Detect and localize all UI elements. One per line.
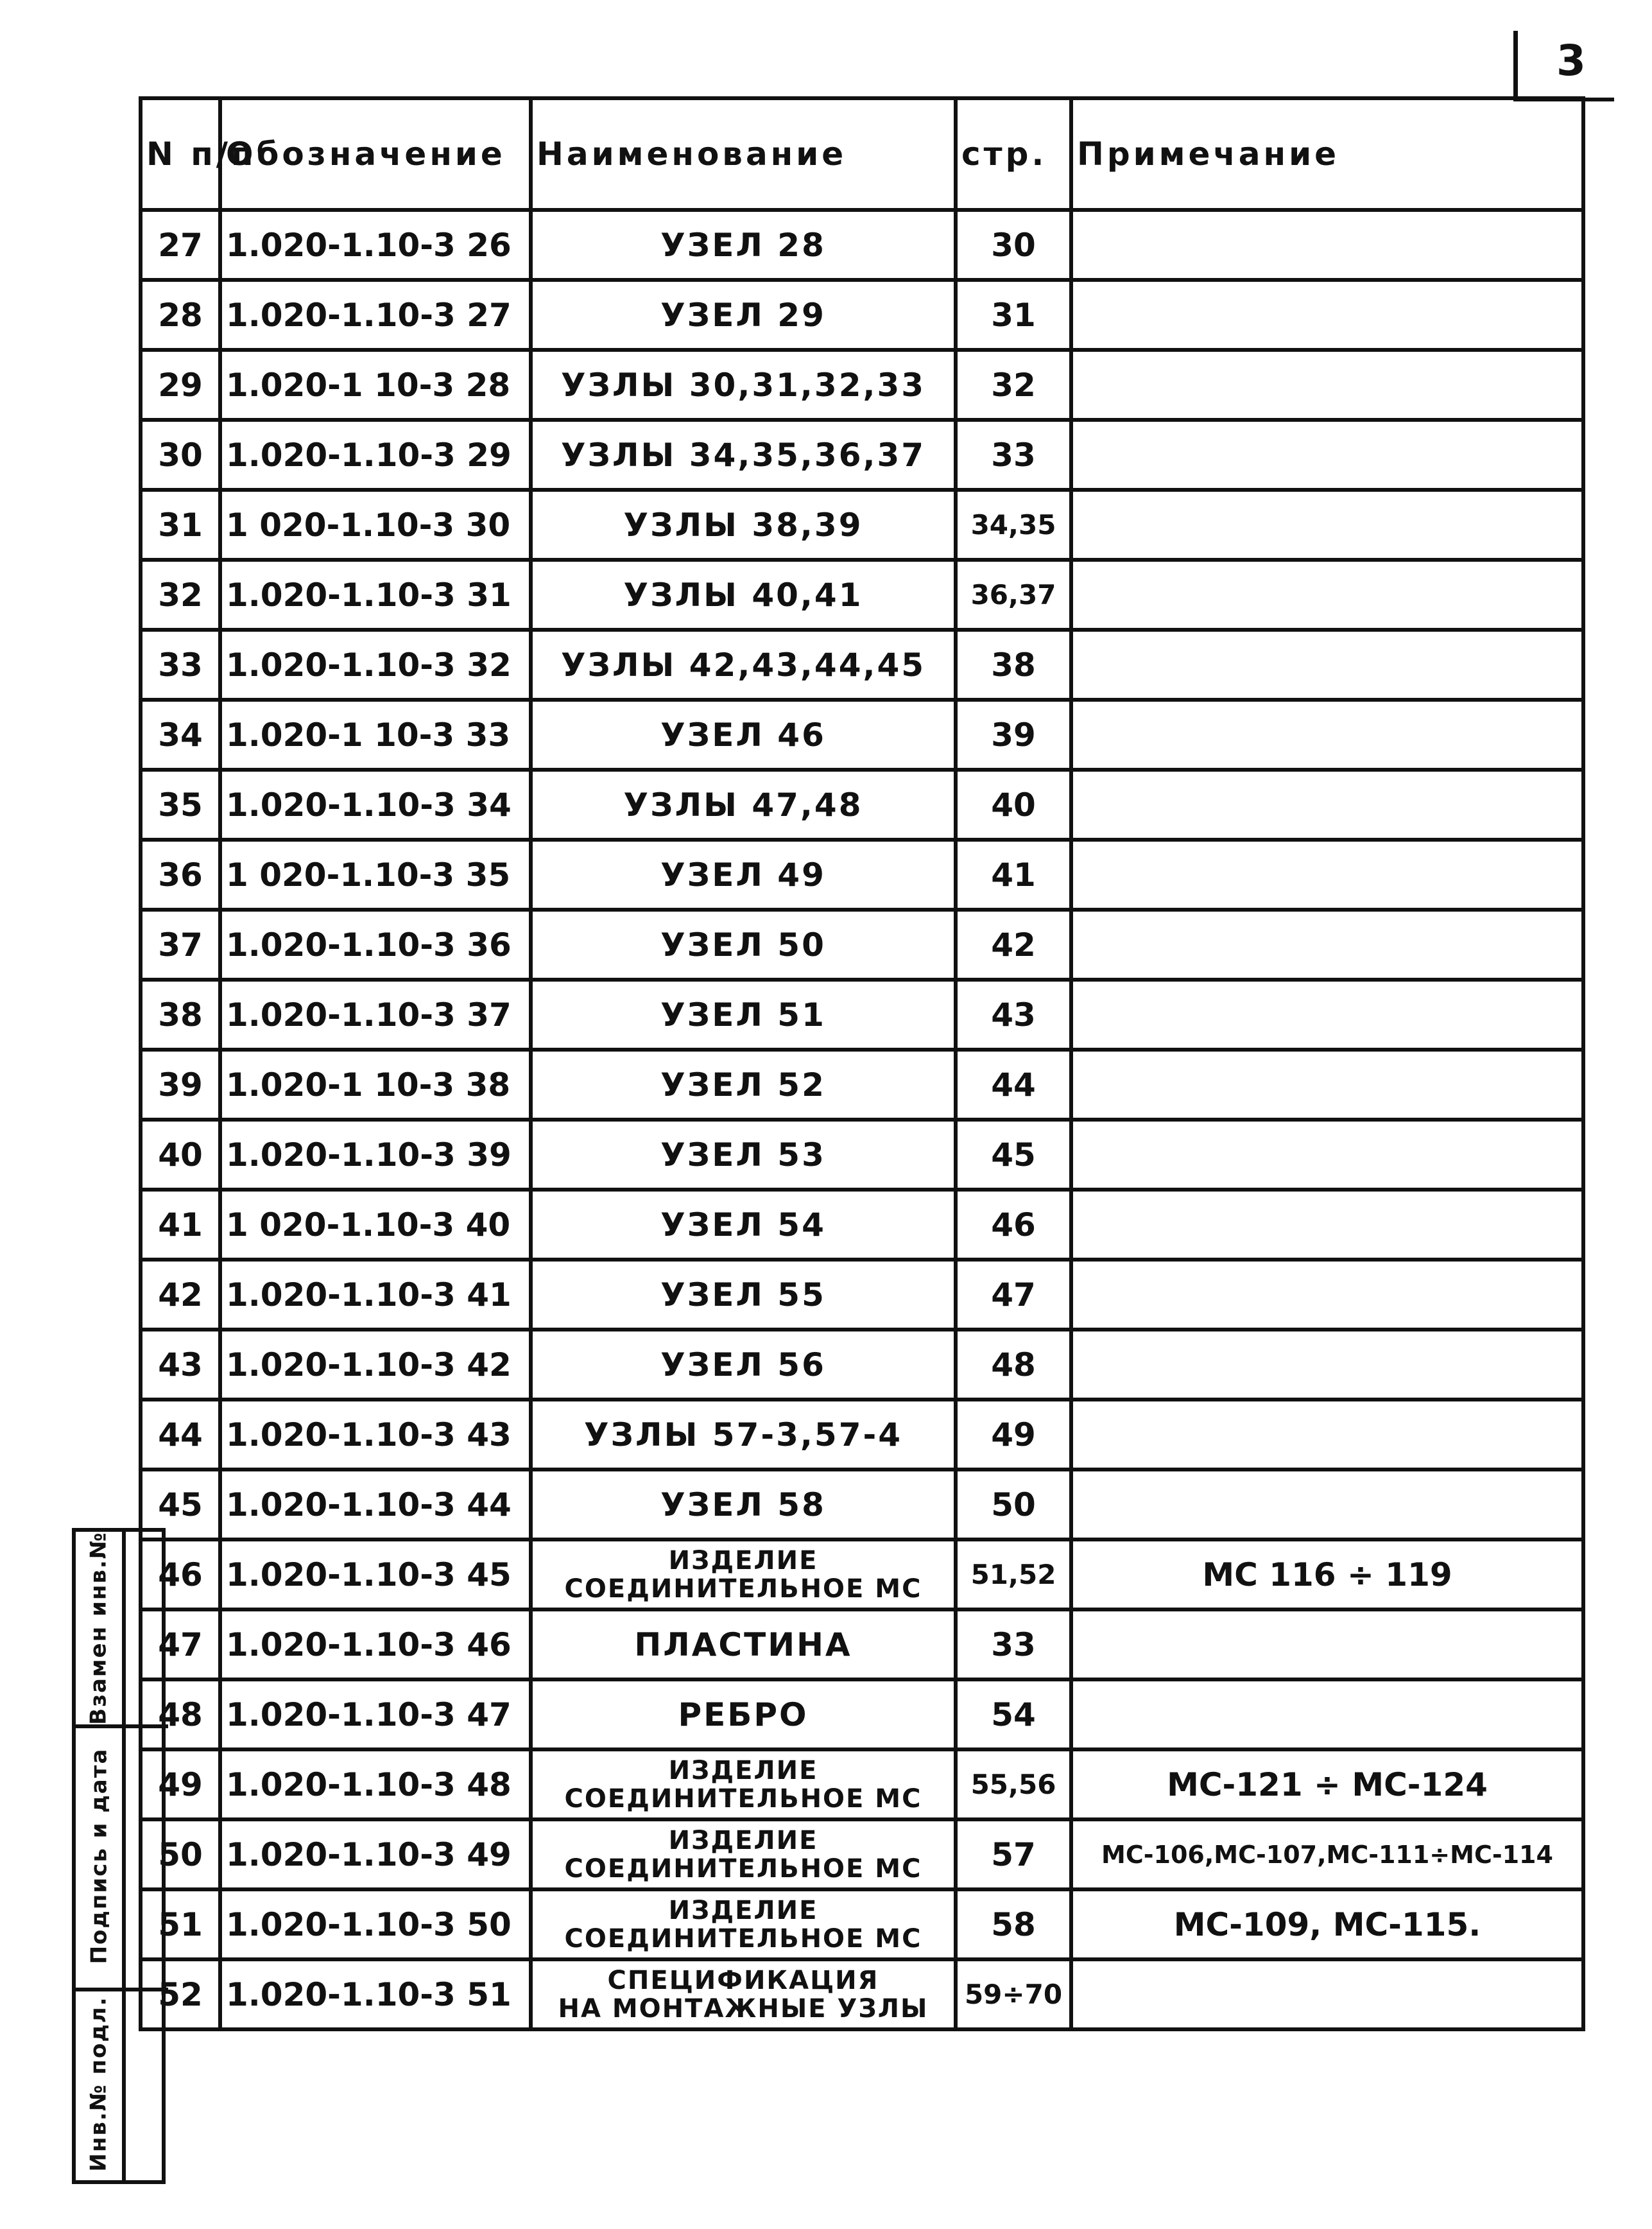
row-page: 42: [956, 910, 1071, 980]
row-number: 35: [141, 770, 220, 840]
table-row: [141, 770, 1583, 840]
table-row: [141, 1190, 1583, 1260]
row-title: УЗЛЫ 34,35,36,37: [531, 420, 956, 490]
row-note: [1071, 980, 1583, 1050]
row-note: [1071, 350, 1583, 420]
row-page: 33: [956, 420, 1071, 490]
row-note: [1071, 1330, 1583, 1400]
row-number: 46: [141, 1539, 220, 1609]
row-designation: 1 020-1.10-3 35: [220, 840, 531, 910]
row-title: УЗЕЛ 52: [531, 1050, 956, 1120]
table-header-row: [141, 98, 1583, 210]
row-page: 41: [956, 840, 1071, 910]
row-title: УЗЛЫ 47,48: [531, 770, 956, 840]
row-title: УЗЕЛ 29: [531, 280, 956, 350]
row-number: 45: [141, 1470, 220, 1539]
table-row: [141, 1609, 1583, 1679]
page-number-box: [1513, 31, 1614, 101]
row-designation: 1.020-1.10-3 45: [220, 1539, 531, 1609]
row-designation: 1.020-1.10-3 32: [220, 630, 531, 700]
row-title: УЗЛЫ 40,41: [531, 560, 956, 630]
row-note: [1071, 700, 1583, 770]
row-title: УЗЕЛ 53: [531, 1120, 956, 1190]
row-number: 27: [141, 210, 220, 280]
row-designation: 1.020-1 10-3 28: [220, 350, 531, 420]
table-row: [141, 210, 1583, 280]
row-note: [1071, 910, 1583, 980]
row-designation: 1.020-1.10-3 49: [220, 1819, 531, 1889]
row-note: [1071, 1120, 1583, 1190]
table-row: [141, 1539, 1583, 1609]
row-page: 36,37: [956, 560, 1071, 630]
row-number: 43: [141, 1330, 220, 1400]
row-note: [1071, 490, 1583, 560]
table-row: [141, 1330, 1583, 1400]
row-number: 42: [141, 1260, 220, 1330]
row-page: 44: [956, 1050, 1071, 1120]
table-row: [141, 1819, 1583, 1889]
table-row: [141, 350, 1583, 420]
table-row: [141, 420, 1583, 490]
table-row: [141, 490, 1583, 560]
row-page: 38: [956, 630, 1071, 700]
row-note: [1071, 420, 1583, 490]
row-number: 36: [141, 840, 220, 910]
row-designation: 1.020-1.10-3 47: [220, 1679, 531, 1749]
row-number: 47: [141, 1609, 220, 1679]
table-row: [141, 1749, 1583, 1819]
row-page: 50: [956, 1470, 1071, 1539]
header-num: N п/п: [141, 98, 220, 210]
row-number: 50: [141, 1819, 220, 1889]
row-page: 34,35: [956, 490, 1071, 560]
row-title: УЗЕЛ 56: [531, 1330, 956, 1400]
row-page: 39: [956, 700, 1071, 770]
table-row: [141, 1260, 1583, 1330]
row-title: УЗЕЛ 51: [531, 980, 956, 1050]
row-note: [1071, 1959, 1583, 2029]
row-number: 52: [141, 1959, 220, 2029]
row-number: 48: [141, 1679, 220, 1749]
row-designation: 1.020-1.10-3 48: [220, 1749, 531, 1819]
row-title: УЗЕЛ 54: [531, 1190, 956, 1260]
row-title: ПЛАСТИНА: [531, 1609, 956, 1679]
side-stamp-blank-column: [118, 1528, 166, 2184]
table-row: [141, 280, 1583, 350]
table-row: [141, 840, 1583, 910]
row-note: МС-109, МС-115.: [1071, 1889, 1583, 1959]
row-page: 31: [956, 280, 1071, 350]
row-number: 39: [141, 1050, 220, 1120]
row-number: 30: [141, 420, 220, 490]
row-note: [1071, 840, 1583, 910]
row-page: 57: [956, 1819, 1071, 1889]
row-designation: 1.020-1.10-3 43: [220, 1400, 531, 1470]
table-row: [141, 560, 1583, 630]
row-title: УЗЛЫ 57-3,57-4: [531, 1400, 956, 1470]
row-designation: 1.020-1.10-3 50: [220, 1889, 531, 1959]
row-number: 31: [141, 490, 220, 560]
row-note: [1071, 1470, 1583, 1539]
row-number: 32: [141, 560, 220, 630]
row-page: 46: [956, 1190, 1071, 1260]
row-note: [1071, 1050, 1583, 1120]
document-register-table: [139, 96, 1585, 2031]
row-note: [1071, 1400, 1583, 1470]
table-row: [141, 630, 1583, 700]
row-designation: 1.020-1 10-3 33: [220, 700, 531, 770]
row-page: 51,52: [956, 1539, 1071, 1609]
row-page: 59÷70: [956, 1959, 1071, 2029]
row-number: 38: [141, 980, 220, 1050]
table-row: [141, 980, 1583, 1050]
row-number: 34: [141, 700, 220, 770]
row-designation: 1.020-1.10-3 39: [220, 1120, 531, 1190]
row-number: 33: [141, 630, 220, 700]
row-page: 45: [956, 1120, 1071, 1190]
row-designation: 1.020-1 10-3 38: [220, 1050, 531, 1120]
row-number: 28: [141, 280, 220, 350]
table-row: [141, 1679, 1583, 1749]
row-title: УЗЕЛ 50: [531, 910, 956, 980]
row-title: ИЗДЕЛИЕ СОЕДИНИТЕЛЬНОЕ МС: [531, 1819, 956, 1889]
row-designation: 1.020-1.10-3 36: [220, 910, 531, 980]
row-note: [1071, 770, 1583, 840]
row-title: УЗЛЫ 42,43,44,45: [531, 630, 956, 700]
table-row: [141, 700, 1583, 770]
header-page: стр.: [956, 98, 1071, 210]
table-row: [141, 1120, 1583, 1190]
row-note: МС-121 ÷ МС-124: [1071, 1749, 1583, 1819]
row-page: 32: [956, 350, 1071, 420]
row-designation: 1.020-1.10-3 34: [220, 770, 531, 840]
page-number: 3: [1556, 36, 1586, 85]
row-note: [1071, 560, 1583, 630]
row-number: 51: [141, 1889, 220, 1959]
table-row: [141, 1959, 1583, 2029]
row-page: 48: [956, 1330, 1071, 1400]
row-page: 55,56: [956, 1749, 1071, 1819]
row-title: УЗЕЛ 46: [531, 700, 956, 770]
row-note: [1071, 1190, 1583, 1260]
row-title: УЗЕЛ 49: [531, 840, 956, 910]
row-title: ИЗДЕЛИЕ СОЕДИНИТЕЛЬНОЕ МС: [531, 1749, 956, 1819]
row-designation: 1.020-1.10-3 27: [220, 280, 531, 350]
row-title: УЗЕЛ 28: [531, 210, 956, 280]
row-note: МС-106,МС-107,МС-111÷МС-114: [1071, 1819, 1583, 1889]
row-number: 40: [141, 1120, 220, 1190]
table-row: [141, 1400, 1583, 1470]
row-note: [1071, 1609, 1583, 1679]
row-designation: 1.020-1.10-3 37: [220, 980, 531, 1050]
row-designation: 1.020-1.10-3 41: [220, 1260, 531, 1330]
row-number: 29: [141, 350, 220, 420]
row-note: [1071, 280, 1583, 350]
row-number: 44: [141, 1400, 220, 1470]
header-note: Примечание: [1071, 98, 1583, 210]
table-row: [141, 910, 1583, 980]
header-name: Наименование: [531, 98, 956, 210]
row-title: СПЕЦИФИКАЦИЯ НА МОНТАЖНЫЕ УЗЛЫ: [531, 1959, 956, 2029]
row-designation: 1 020-1.10-3 40: [220, 1190, 531, 1260]
row-designation: 1.020-1.10-3 46: [220, 1609, 531, 1679]
row-designation: 1.020-1.10-3 44: [220, 1470, 531, 1539]
row-title: РЕБРО: [531, 1679, 956, 1749]
row-note: [1071, 210, 1583, 280]
row-page: 47: [956, 1260, 1071, 1330]
row-number: 49: [141, 1749, 220, 1819]
row-designation: 1 020-1.10-3 30: [220, 490, 531, 560]
table-row: [141, 1889, 1583, 1959]
row-number: 37: [141, 910, 220, 980]
row-designation: 1.020-1.10-3 26: [220, 210, 531, 280]
row-page: 43: [956, 980, 1071, 1050]
row-page: 54: [956, 1679, 1071, 1749]
row-title: УЗЕЛ 58: [531, 1470, 956, 1539]
row-designation: 1.020-1.10-3 51: [220, 1959, 531, 2029]
row-note: МС 116 ÷ 119: [1071, 1539, 1583, 1609]
row-page: 58: [956, 1889, 1071, 1959]
row-note: [1071, 1679, 1583, 1749]
header-code: Обозначение: [220, 98, 531, 210]
row-designation: 1.020-1.10-3 31: [220, 560, 531, 630]
row-note: [1071, 1260, 1583, 1330]
row-designation: 1.020-1.10-3 29: [220, 420, 531, 490]
table-row: [141, 1050, 1583, 1120]
row-title: ИЗДЕЛИЕ СОЕДИНИТЕЛЬНОЕ МС: [531, 1889, 956, 1959]
row-page: 40: [956, 770, 1071, 840]
row-title: УЗЕЛ 55: [531, 1260, 956, 1330]
row-note: [1071, 630, 1583, 700]
row-title: УЗЛЫ 38,39: [531, 490, 956, 560]
table-row: [141, 1470, 1583, 1539]
row-title: ИЗДЕЛИЕ СОЕДИНИТЕЛЬНОЕ МС: [531, 1539, 956, 1609]
row-designation: 1.020-1.10-3 42: [220, 1330, 531, 1400]
table-body: [141, 210, 1583, 2029]
row-title: УЗЛЫ 30,31,32,33: [531, 350, 956, 420]
row-page: 30: [956, 210, 1071, 280]
stamp-original-inv: Инв.№ подл.: [86, 1996, 112, 2172]
row-page: 49: [956, 1400, 1071, 1470]
stamp-replacement-inv: Взамен инв.№: [86, 1531, 112, 1725]
row-number: 41: [141, 1190, 220, 1260]
stamp-signature-date: Подпись и дата: [86, 1748, 112, 1964]
row-page: 33: [956, 1609, 1071, 1679]
